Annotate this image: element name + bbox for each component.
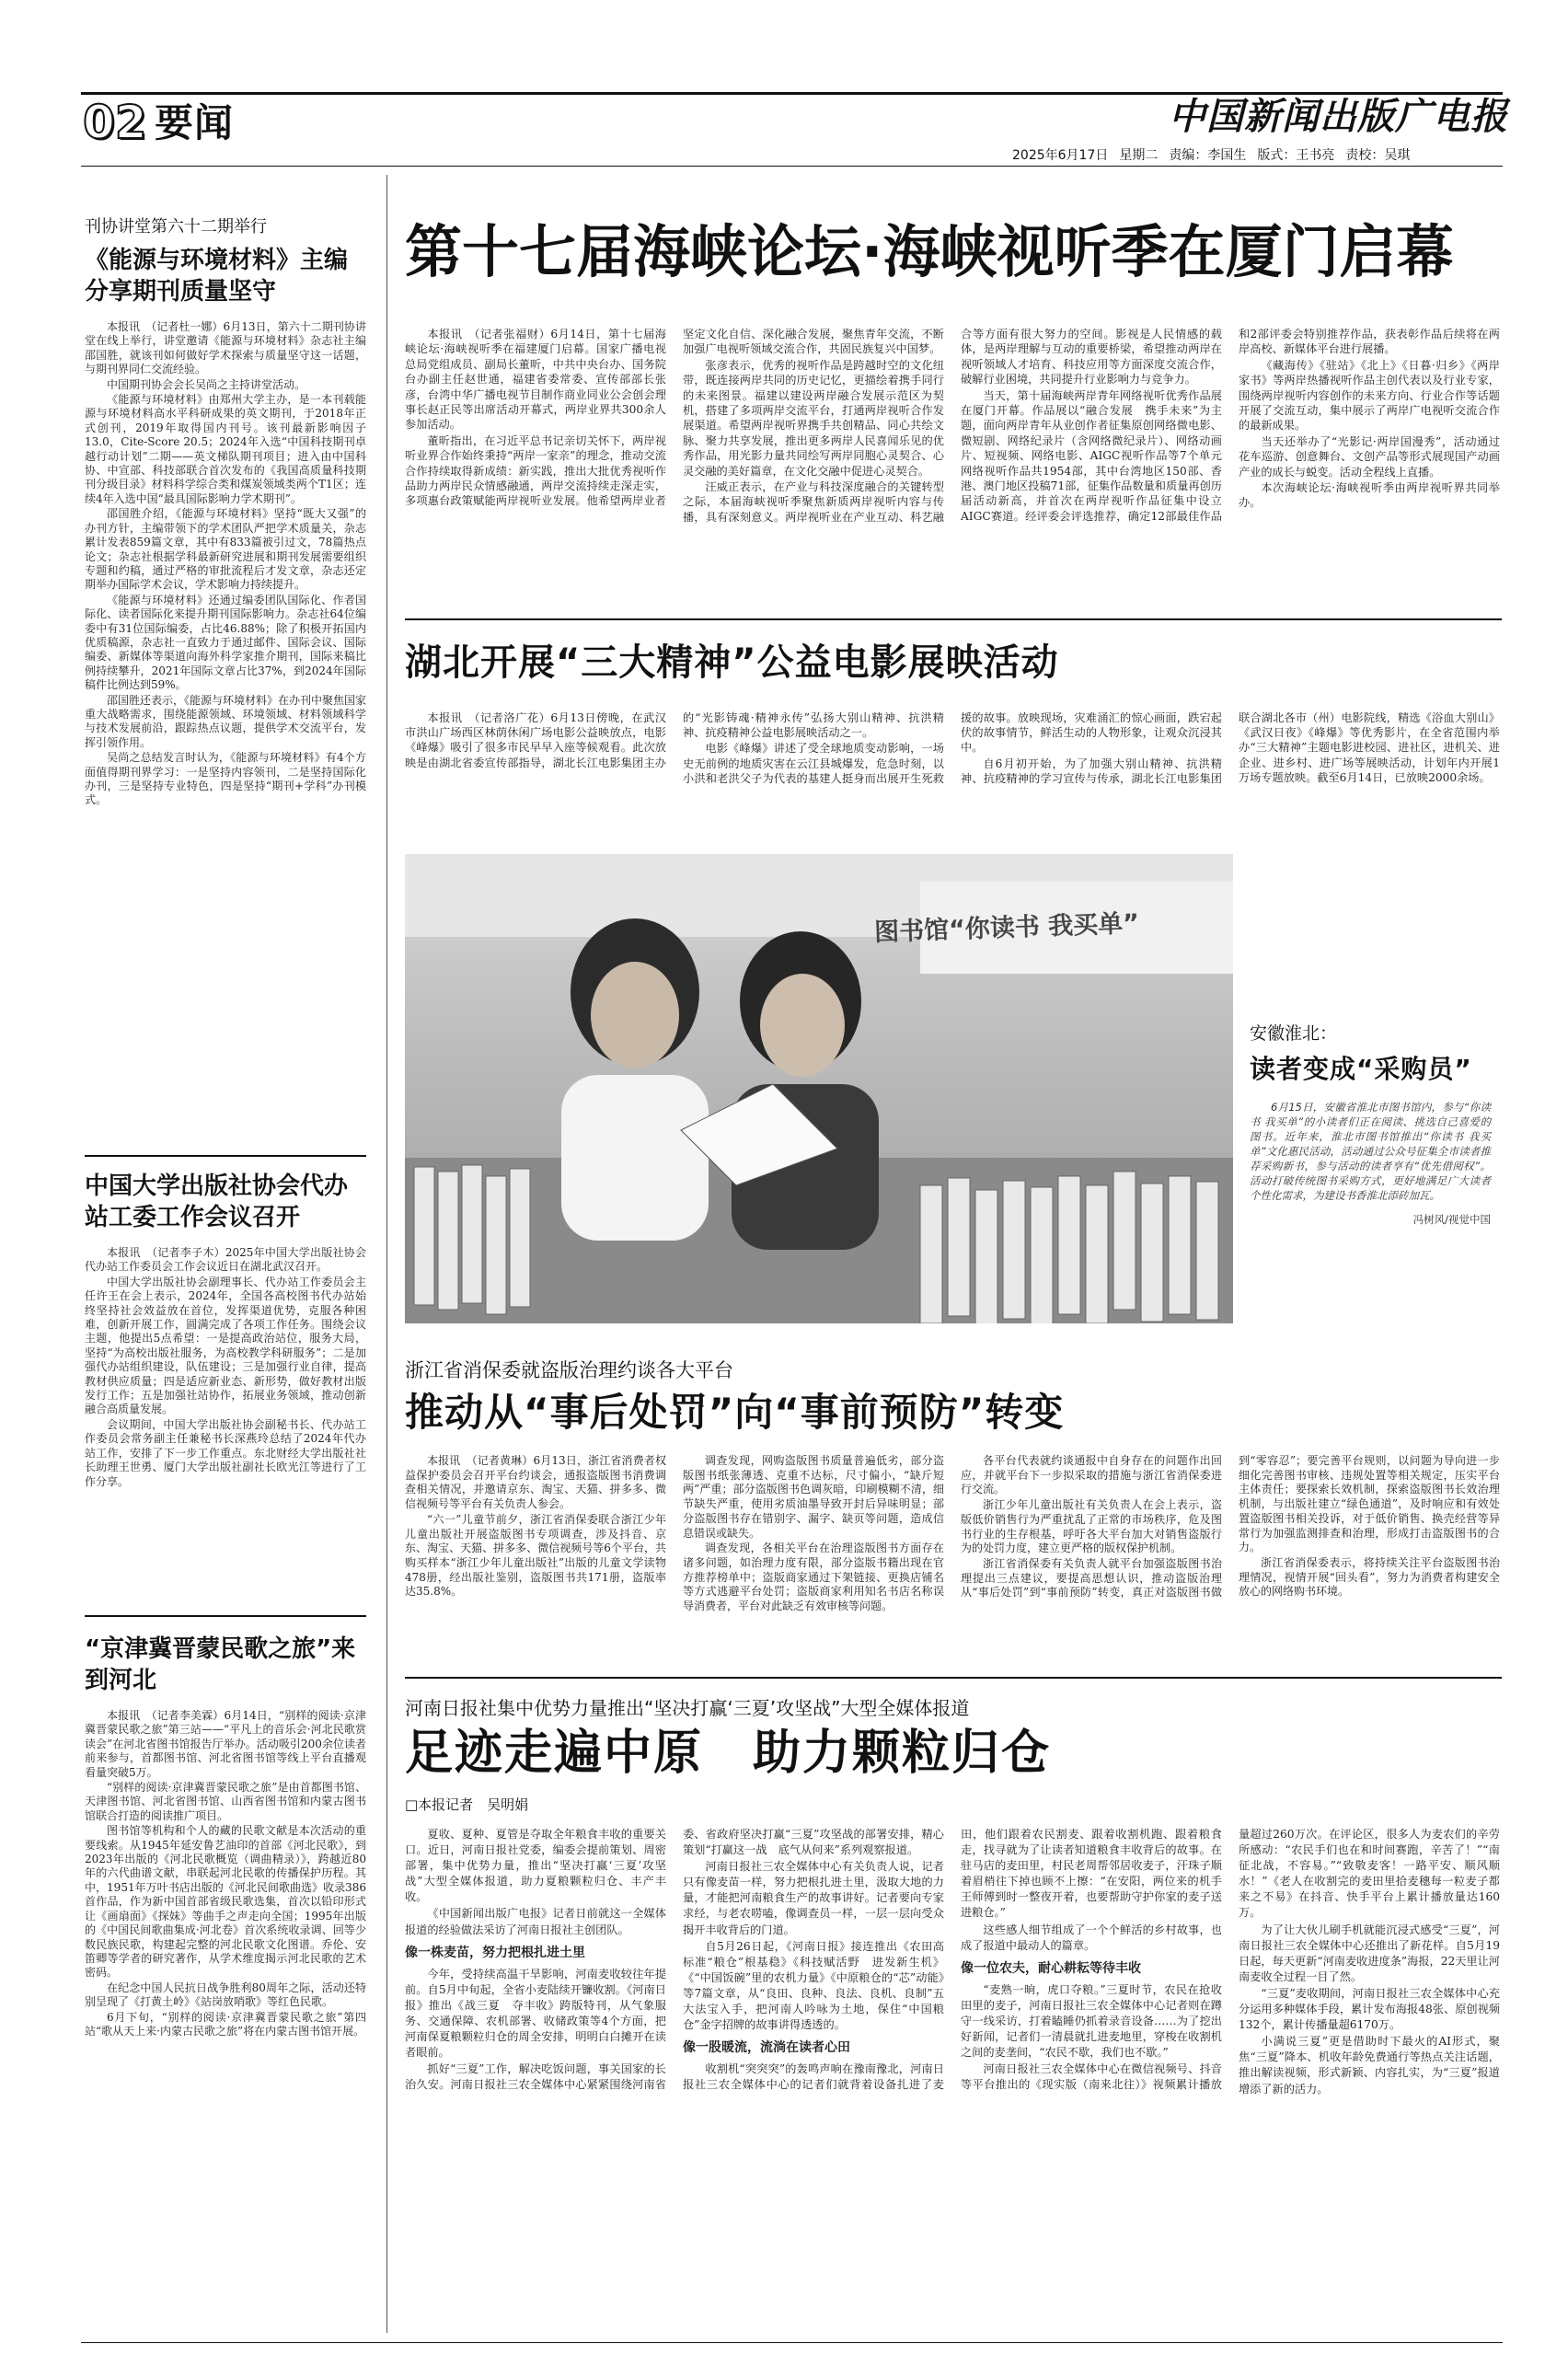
zj-body: [405, 1454, 1500, 1661]
editor: 责编：李国生: [1169, 148, 1247, 163]
paragraph: 本次海峡论坛·海峡视听季由两岸视听界共同举办。: [1239, 481, 1500, 510]
issue-weekday: 星期二: [1119, 148, 1159, 163]
subheading: 像一位农夫，耐心耕耘等待丰收: [961, 1960, 1141, 1976]
paragraph: 张彦表示，优秀的视听作品是跨越时空的文化纽带，既连接两岸共同的历史记忆，更描绘着携手同行的未来图景。福建以建设两岸融合发展示范区为契机，搭建了多项两岸交流平台，打通两岸视听合作发展渠道。希望两岸视听界携手共创精品、同心共绘文脉、聚力共享发展，推出更多两岸人民喜闻乐见的优秀作品，用光影力量共同绘写两岸同胞心灵契合、心灵交融的美好篇章，在文化交融中促进心灵契合。: [683, 358, 944, 478]
subheading: 像一株麦苗，努力把根扎进土里: [405, 1945, 585, 1960]
hubei-body: [405, 710, 1500, 830]
hn-body: [405, 1827, 1500, 2328]
article-title: 中国大学出版社协会代办站工委工作会议召开: [85, 1172, 349, 1231]
header-info: [1012, 145, 1410, 164]
paragraph: 邵国胜介绍，《能源与环境材料》坚持“既大又强”的办刊方针，主编带领下的学术团队严把学术质量关，杂志累计发表859篇文章，其中有833篇被引过文，78篇热点论文；杂志社根据学科最新研究进展和期刊发展需要组织专题和约稿，通过严格的审批流程后才发文章，杂志还定期举办国际学术会议，学术影响力持续提升。: [85, 507, 366, 592]
paragraph: 吴尚之总结发言时认为，《能源与环境材料》有4个方面值得期刊界学习：一是坚持内容领刊，二是坚持国际化办刊，三是坚持专业特色，四是坚持“期刊+学科”办刊模式。: [85, 751, 366, 807]
paragraph: 本报讯 （记者黄琳）6月13日，浙江省消费者权益保护委员会召开平台约谈会，通报盗版图书消费调查相关情况，并邀请京东、淘宝、天猫、拼多多、微信视频号等平台有关负责人参会。: [405, 1454, 666, 1511]
divider: [85, 1155, 366, 1157]
paragraph: 小满说三夏”更是借助时下最火的AI形式，聚焦“三夏”降本、机收年龄免费通行等热点关注话题，推出解读视频，形式新颖、内容扎实，为“三夏”报道增添了新的活力。: [1239, 2035, 1500, 2096]
paragraph: 当天，第十届海峡两岸青年网络视听优秀作品展在厦门开幕。作品展以“融合发展 携手未来”为主题，面向两岸青年从业创作者征集原创网络微电影、微短剧、网络纪录片（含网络微纪录片）、网络动画片、短视频、网络电影、AIGC视听作品等7个单元网络视听作品共1954部，其中台湾地区150部、香港、澳门地区投稿71部，征集作品数量和质量再创历届活动新高，并首次在两岸视听作品征集中设立AIGC赛道。经评委会评选推荐，确定12部最佳作品和2部评委会特别推荐作品，获表彰作品后续将在两岸高校、新媒体平台进行展播。: [961, 328, 1500, 523]
paragraph: 电影《峰爆》讲述了受全球地质变动影响，一场史无前例的地质灾害在云江县城爆发，危急时刻，以小洪和老洪父子为代表的基建人挺身而出展开生死救援的故事。放映现场，灾难涌汇的惊心画面，跌宕起伏的故事情节，鲜活生动的人物形象，让观众沉浸其中。: [683, 711, 1222, 785]
subheading: 像一股暖流，流淌在读者心田: [683, 2040, 850, 2056]
paragraph: 浙江少年儿童出版社有关负责人在会上表示，盗版低价销售行为严重扰乱了正常的市场秩序，危及图书行业的生存根基，呼吁各大平台加大对销售盗版行为的处罚力度，建立更严格的版权保护机制。: [961, 1498, 1222, 1555]
paragraph: 自6月初开始，为了加强大别山精神、抗洪精神、抗疫精神的学习宣传与传承，湖北长江电影集团联合湖北各市（州）电影院线，精选《浴血大别山》《武汉日夜》《峰爆》等优秀影片，在全省范围内举办“三大精神”主题电影进校园、进社区，进机关、进企业、进乡村、进广场等展映活动，计划年内开展1万场专题放映。截至6月14日，已放映2000余场。: [961, 711, 1500, 785]
photo-credit: 冯树风/视觉中国: [1412, 1213, 1491, 1226]
paragraph: 这些感人细节组成了一个个鲜活的乡村故事，也成了报道中最动人的篇章。: [961, 1923, 1222, 1952]
divider: [405, 618, 1502, 620]
divider: [85, 1615, 366, 1617]
header-rule-thin: [81, 166, 1503, 167]
paragraph: 自5月26日起，《河南日报》接连推出《农田高标准“粮仓”根基稳》《科技赋活野 进发新生机》《“中国饭碗”里的农机力量》《中原粮仓的“芯”动能》等7篇文章，从“良田、良种、良法、良机、良制”五大法宝入手，把河南人吟咏为土地，保住“中国粮仓”金字招牌的故事讲得透透的。: [683, 1939, 944, 2032]
column-divider: [386, 175, 387, 2333]
paragraph: “麦熟一晌，虎口夺粮。”三夏时节，农民在抢收田里的麦子，河南日报社三农全媒体中心记者则在蹲守一线采访，打着瞌睡仍抓着录音设备……为了挖出好新闻，记者们一清晨就扎进麦地里，穿梭在收割机之间的麦垄间，“农民不歇，我们也不歇。”: [961, 1982, 1222, 2060]
paragraph: “别样的阅读·京津冀晋蒙民歌之旅”是由首都图书馆、天津图书馆、河北省图书馆、山西省图书馆和内蒙古图书馆联合打造的阅读推广项目。: [85, 1781, 366, 1822]
paragraph: 浙江省消保委有关负责人就平台加强盗版图书治理提出三点建议，要提高思想认识，推动盗版治理从“事后处罚”到“事前预防”转变，真正对盗版图书做到“零容忍”；要完善平台规则，以问题为导向进一步细化完善图书审核、违规处置等相关规定，压实平台主体责任；要探索长效机制，探索盗版图书长效治理机制，与出版社建立“绿色通道”，及时响应和有效处置盗版图书相关投诉，对于低价销售、换壳经营等异常行为加强监测排查和治理，形成打击盗版图书的合力。: [961, 1454, 1500, 1599]
paragraph: 为了让大伙儿刷手机就能沉浸式感受“三夏”，河南日报社三农全媒体中心还推出了新花样。自5月19日起，每天更新“河南麦收进度条”海报，22天里让河南麦收全过程一目了然。: [1239, 1923, 1500, 1983]
paragraph: 夏收、夏种、夏管是夺取全年粮食丰收的重要关口。近日，河南日报社党委，编委会提前策划、周密部署，集中优势力量，推出“坚决打赢‘三夏’攻坚战”大型全媒体报道，助力夏粮颗粒归仓、丰产丰收。: [405, 1828, 666, 1904]
hn-title: 足迹走遍中原 助力颗粒归仓: [405, 1726, 1052, 1781]
designer: 版式：王书亮: [1257, 148, 1335, 163]
paragraph: 抓好“三夏”工作，解决吃饭问题，事关国家的长治久安。河南日报社三农全媒体中心紧紧围绕河南省委、省政府坚决打赢“三夏”攻坚战的部署安排，精心策划“打赢这一战 底气从何来”系列观察报道。: [405, 1828, 944, 2092]
library-banner: 图书馆“你读书 我买单”: [873, 908, 1140, 948]
paragraph: 会议期间，中国大学出版社协会副秘书长、代办站工作委员会常务副主任兼秘书长深燕玲总结了2024年代办站工作，安排了下一步工作重点。东北财经大学出版社社长助理王世勇、厦门大学出版社副社长欧光江等进行了工作分享。: [85, 1417, 366, 1488]
photo-place: 安徽淮北：: [1250, 1023, 1338, 1044]
hn-byline: □本报记者 吴明娟: [405, 1796, 529, 1813]
paragraph: “三夏”麦收期间，河南日报社三农全媒体中心充分运用多种媒体手段，累计发布海报48张、原创视频132个，累计传播量超6170万。: [1239, 1986, 1500, 2032]
paragraph: 图书馆等机构和个人的藏的民歌文献是本次活动的重要线索。从1945年延安鲁艺油印的首部《河北民歌》，到2023年出版的《河北民歌概览（调曲精录）》，跨越近80年的六代曲谱文献，串联起河北民歌的传播保护历程。其中，1951年万叶书店出版的《河北民间歌曲选》收录386首作品，作为新中国首部省级民歌选集，首次以铅印形式让《画扇面》《探妹》等曲手之声走向全国；1995年出版的《中国民间歌曲集成·河北卷》首次系统收录调、回等少数民族民歌，构建起完整的河北民歌文化图谱。乔伦、安笛卿等学者的研究著作，从学术维度揭示河北民歌的艺术密码。: [85, 1824, 366, 1980]
paragraph: 本报讯 （记者李美霖）6月14日，“别样的阅读·京津冀晋蒙民歌之旅”第三站——“平凡上的音乐会·河北民歌赏读会”在河北省图书馆报告厅举办。活动吸引200余位读者前来参与，首都图书馆、河北省图书馆等线上平台直播观看量突破5万。: [85, 1709, 366, 1779]
article-title: “京津冀晋蒙民歌之旅”来到河北: [85, 1635, 356, 1694]
page-number: 02: [83, 96, 147, 149]
paragraph: 汪威正表示，在产业与科技深度融合的关键转型之际，本届海峡视听季聚焦新质两岸视听内容与传播，具有深刻意义。两岸视听业在产业互动、科艺融合等方面有很大努力的空间。影视是人民情感的载体，是两岸理解与互动的重要桥梁，希望推动两岸在视听领域人才培育、科技应用等方面深度交流合作，破解行业困境，共同提升行业影响力与竞争力。: [683, 328, 1222, 524]
section-title: 要闻: [155, 100, 235, 145]
paragraph: 收割机“突突突”的轰鸣声响在豫南豫北，河南日报社三农全媒体中心的记者们就背着设备扎进了麦田，他们跟着农民割麦、跟着收割机跑、跟着粮食走，找寻就为了让读者知道粮食丰收背后的故事。在驻马店的麦田里，村民老周帮邻居收麦子，汗珠子顺着眉梢往下掉也顾不上擦：“在安阳，两位来的机手王师傅到时一整夜开着，也要帮助守护你家的麦子送进粮仓。”: [683, 1828, 1222, 2092]
paragraph: 浙江省消保委表示，将持续关注平台盗版图书治理情况，视情开展“回头看”，努力为消费者构建安全放心的网络购书环境。: [1239, 1555, 1500, 1599]
paragraph: 调查发现，各相关平台在治理盗版图书方面存在诸多问题，如治理力度有限，部分盗版书籍出现在官方推荐榜单中；盗版商家通过下架链接、更换店铺名等方式逃避平台处罚；盗版商家利用知名书店名称误导消费者，平台对此缺乏有效审核等问题。: [683, 1542, 944, 1613]
article-body: [85, 1709, 366, 2038]
lead-body: [405, 327, 1500, 603]
left-column: [85, 214, 366, 809]
hubei-title: 湖北开展“三大精神”公益电影展映活动: [405, 641, 1059, 684]
zj-kicker: 浙江省消保委就盗版治理约谈各大平台: [405, 1359, 733, 1381]
paragraph: 《能源与环境材料》还通过编委团队国际化、作者国际化、读者国际化来提升期刊国际影响力。杂志社64位编委中有31位国际编委，占比46.88%；除了积极开拓国内优质稿源，杂志社一直致力于通过邮件、国际会议、国际编委、新媒体等渠道向海外科学家推介期刊，国际来稿比例持续攀升，2021年国际文章占比37%，到2024年国际稿件比例达到59%。: [85, 593, 366, 692]
divider: [405, 1677, 1502, 1679]
proofreader: 责校：吴琪: [1345, 148, 1411, 163]
issue-date: 2025年6月17日: [1012, 148, 1109, 163]
paragraph: 《能源与环境材料》由郑州大学主办，是一本刊载能源与环境材料高水平科研成果的英文期刊，于2018年正式创刊，2019年取得国内刊号。该刊最新影响因子13.0，Cite-Score 20.5；2024年入选“中国科技期刊卓越行动计划”二期——英文梯队期刊项目；进入由中国科协、中宣部、科技部联合首次发布的《我国高质量科技期刊分级目录》材料科学综合类和煤炭领域类两个T1区；连续4年入选中国“最具国际影响力学术期刊”。: [85, 393, 366, 505]
paragraph: 各平台代表就约谈通报中自身存在的问题作出回应，并就平台下一步拟采取的措施与浙江省消保委进行交流。: [961, 1454, 1222, 1496]
paragraph: 本报讯 （记者杜一娜）6月13日，第六十二期刊协讲堂在线上举行，讲堂邀请《能源与环境材料》杂志社主编邵国胜，就该刊如何做好学术探索与质量坚守这一话题，与期刊界同仁交流经验。: [85, 320, 366, 376]
photo-caption: 6月15日，安徽省淮北市图书馆内，参与“你读书 我买单”的小读者们正在阅读、挑选自己喜爱的图书。近年来，淮北市图书馆推出“你读书 我买单”文化惠民活动，活动通过公众号征集全市读者推荐采购新书，参与活动的读者享有“优先借阅权”。活动打破传统图书采购方式，更好地满足广大读者个性化需求，为建设书香淮北添砖加瓦。: [1250, 1101, 1491, 1202]
article-title: 《能源与环境材料》主编分享期刊质量坚守: [85, 247, 349, 306]
paragraph: 中国大学出版社协会副理事长、代办站工作委员会主任许王在会上表示，2024年，全国各高校图书代办站始终坚持社会效益放在首位，发挥渠道优势，克服各种困难，创新开展工作，圆满完成了各项工作任务。围绕会议主题，他提出5点希望：一是提高政治站位，服务大局，坚持“为高校出版社服务，为高校教学科研服务”；二是加强代办站组织建设，队伍建设；三是加强行业自律，提高教材供应质量；四是适应新业态、新形势，做好教材出版发行工作；五是加强社站协作，拓展业务领域，推动创新融合高质量发展。: [85, 1275, 366, 1416]
paragraph: 6月下旬，“别样的阅读·京津冀晋蒙民歌之旅”第四站“歌从天上来·内蒙古民歌之旅”将在内蒙古图书馆开展。: [85, 2010, 366, 2038]
news-photo: [405, 854, 1233, 1323]
paragraph: 河南日报社三农全媒体中心在微信视频号、抖音等平台推出的《现实版（南来北往）》视频累计播放量超过260万次。在评论区，很多人为麦农们的辛劳所感动：“农民手们也在和时间赛跑，辛苦了！”“南征北战，不容易。”“致敬麦客！一路平安、顺风顺水！”《老人在收割完的麦田里拾麦穗每一粒麦子都来之不易》在抖音、快手平台上累计播放量达160万。: [961, 1828, 1500, 2092]
left-article-3: [85, 1634, 366, 2039]
paragraph: 河南日报社三农全媒体中心有关负责人说，记者只有像麦苗一样，努力把根扎进土里，汲取大地的力量，才能把河南粮食生产的故事讲好。记者要向专家求经，与老农唠嗑，像调查员一样，一层一层向受众揭开丰收背后的门道。: [683, 1860, 944, 1936]
article-kicker: 刊协讲堂第六十二期举行: [85, 217, 267, 237]
paragraph: 当天还举办了“光影记·两岸国漫秀”，活动通过花车巡游、创意舞台、文创产品等形式展现国产动画产业的成长与蜕变。活动全程线上直播。: [1239, 434, 1500, 479]
paragraph: 本报讯 （记者洛广花）6月13日傍晚，在武汉市洪山广场西区林荫休闲广场电影公益映放点，电影《峰爆》吸引了很多市民早早入座等候观看。此次放映是由湖北省委宣传部指导，湖北长江电影集团主办的“光影铸魂·精神永传”弘扬大别山精神、抗洪精神、抗疫精神公益电影展映活动之一。: [405, 711, 944, 769]
zj-title: 推动从“事后处罚”向“事前预防”转变: [405, 1390, 1065, 1435]
lead-title: 第十七届海峡论坛·海峡视听季在厦门启幕: [405, 218, 1454, 285]
photo-title: 读者变成“采购员”: [1250, 1054, 1472, 1084]
article-body: [85, 1246, 366, 1489]
footer-rule: [81, 2342, 1503, 2343]
paragraph: 董昕指出，在习近平总书记亲切关怀下，两岸视听业界合作始终秉持“两岸一家亲”的理念，推动交流合作持续取得新成绩：新实践，推出大批优秀视听作品助力两岸民众情感融通，两岸交流持续走深走实，多项惠台政策赋能两岸视听业发展。他希望两岸业者坚定文化自信、深化融合发展，聚焦青年交流，不断加强广电视听领域交流合作，共固民族复兴中国梦。: [405, 328, 944, 508]
paragraph: 邵国胜还表示，《能源与环境材料》在办刊中聚焦国家重大战略需求，围绕能源领域、环境领域、材料领域科学与技术发展前沿，跟踪热点议题，提供学术交流平台，发挥引领作用。: [85, 693, 367, 749]
paragraph: 本报讯 （记者张福财）6月14日，第十七届海峡论坛·海峡视听季在福建厦门启幕。国家广播电视总局党组成员、副局长董昕，中共中央台办、国务院台办副主任赵世通，福建省委常委、宣传部部长张彦，台湾中华广播电视节目制作商业同业公会创会理事长赵正民等出席活动开幕式，两岸业界共300余人参加活动。: [405, 328, 666, 432]
paragraph: 《藏海传》《驻站》《北上》《日暮·归乡》《两岸家书》等两岸热播视听作品主创代表以及行业专家，围绕两岸视听内容创作的未来方向、行业合作等话题开展了交流互动，集中展示了两岸广电视听交流合作的最新成果。: [1239, 358, 1500, 433]
paragraph: 中国期刊协会会长吴尚之主持讲堂活动。: [107, 377, 306, 391]
photo-caption-box: [1233, 854, 1502, 1323]
paragraph: 本报讯 （记者李子木）2025年中国大学出版社协会代办站工作委员会工作会议近日在湖北武汉召开。: [85, 1246, 366, 1274]
paragraph: “六一”儿童节前夕，浙江省消保委联合浙江少年儿童出版社开展盗版图书专项调查，涉及抖音、京东、淘宝、天猫、拼多多、微信视频号等6个平台，共购买样本“浙江少年儿童出版社”出版的儿童文学读物478册，经出版社鉴别，盗版图书共171册，盗版率达35.8%。: [405, 1512, 666, 1599]
hn-kicker: 河南日报社集中优势力量推出“坚决打赢‘三夏’攻坚战”大型全媒体报道: [405, 1697, 970, 1719]
paragraph: 调查发现，网购盗版图书质量普遍低劣，部分盗版图书纸张薄透、克重不达标，尺寸偏小，“缺斤短两”严重；部分盗版图书色调灰暗，印刷模糊不清，细节缺失严重，使用劣质油墨导致开封后异味明显；部分盗版图书存在错别字、漏字、缺页等问题，造成信息错误或缺失。: [683, 1454, 944, 1540]
paragraph: 《中国新闻出版广电报》记者日前就这一全媒体报道的经验做法采访了河南日报社主创团队。: [405, 1907, 666, 1936]
left-article-2: [85, 1171, 366, 1490]
article-body: [85, 320, 366, 808]
paragraph: 在纪念中国人民抗日战争胜利80周年之际，活动还特别呈现了《打黄土岭》《站岗放哨歌》等红色民歌。: [85, 1981, 366, 2009]
paper-name: 中国新闻出版广电报: [1169, 95, 1508, 138]
paragraph: 今年，受持续高温干旱影响，河南麦收较往年提前。自5月中旬起，全省小麦陆续开镰收割。《河南日报》推出《战三夏 夺丰收》跨版特刊，从气象服务、交通保障、农机部署、收储政策等4个方面，把河南保夏粮颗粒归仓的周全安排，明明白白摊开在读者眼前。: [405, 1967, 666, 2060]
